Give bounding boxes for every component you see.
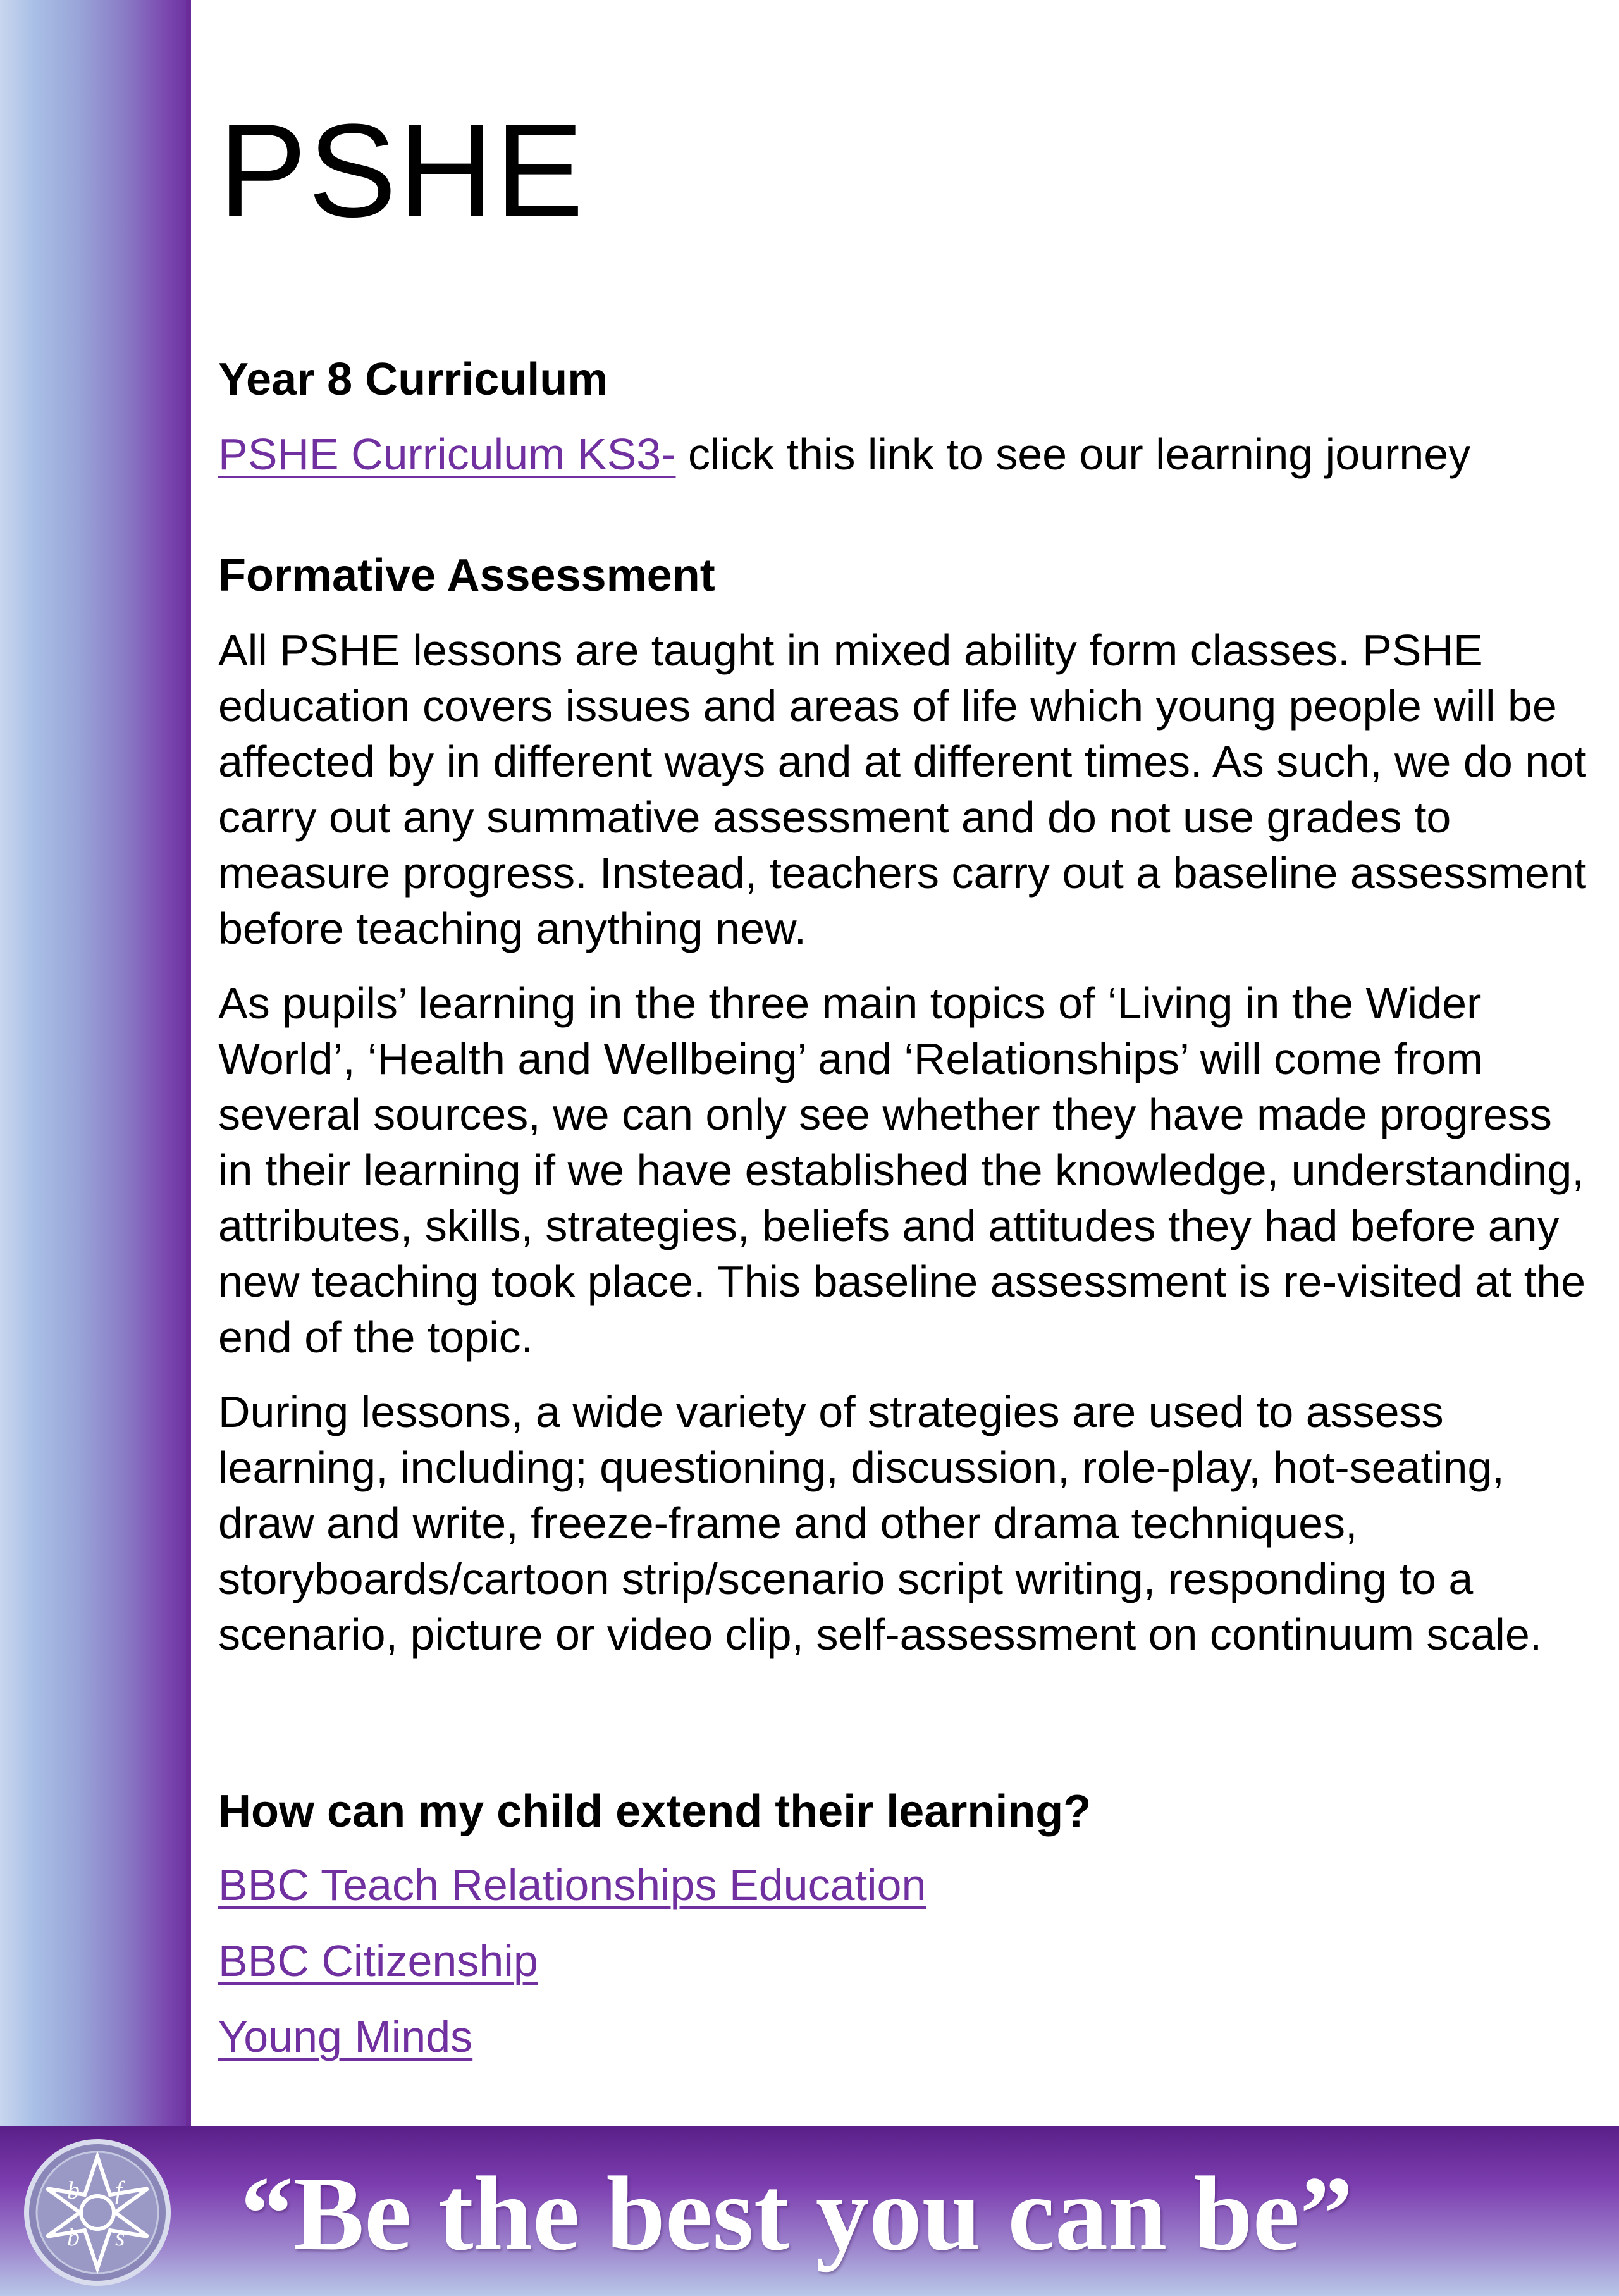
assessment-paragraph-1: All PSHE lessons are taught in mixed ability form classes. PSHE education covers issues and areas of life which young people will be affected by in different ways and at different times. As such, we do not carry out any summative assessment and do not use grades to measure progress. Instead, teachers carry out a baseline assessment before teaching anything new. <box>218 626 1587 953</box>
curriculum-link-line <box>218 426 1470 482</box>
pshe-curriculum-link[interactable]: PSHE Curriculum KS3- <box>218 429 676 479</box>
decorative-side-bar <box>0 0 191 2126</box>
logo-letter-top-right: f <box>115 2176 123 2204</box>
young-minds-link[interactable]: Young Minds <box>218 2012 473 2061</box>
page-title: PSHE <box>218 96 585 245</box>
bbc-citizenship-link[interactable]: BBC Citizenship <box>218 1936 538 1985</box>
school-logo-icon <box>23 2138 172 2287</box>
assessment-paragraph-2: As pupils’ learning in the three main topics of ‘Living in the Wider World’, ‘Health and Wellbeing’ and ‘Relationships’ will come from several sources, we can only see whether they have made progress in their learning if we have established the knowledge, understanding, attributes, skills, strategies, beliefs and attitudes they had before any new teaching took place. This baseline assessment is re-visited at the end of the topic. <box>218 978 1586 1362</box>
assessment-paragraph-3: During lessons, a wide variety of strategies are used to assess learning, including; questioning, discussion, role-play, hot-seating, draw and write, freeze-frame and other drama techniques, storyboards/cartoon strip/scenario script writing, responding to a scenario, picture or video clip, self-assessment on continuum scale. <box>218 1387 1542 1659</box>
extend-heading: How can my child extend their learning? <box>218 1786 1092 1837</box>
logo-letter-top-left: b <box>67 2176 80 2204</box>
extend-link-line-3 <box>218 2009 472 2065</box>
bbc-teach-relationships-link[interactable]: BBC Teach Relationships Education <box>218 1860 926 1910</box>
assessment-heading: Formative Assessment <box>218 550 715 601</box>
school-motto: “Be the best you can be” <box>240 2155 1353 2273</box>
curriculum-heading: Year 8 Curriculum <box>218 354 608 405</box>
logo-letter-bottom-left: b <box>67 2223 80 2251</box>
extend-link-line-2 <box>218 1933 538 1989</box>
extend-link-line-1 <box>218 1857 926 1913</box>
logo-letter-bottom-right: s <box>115 2223 125 2251</box>
curriculum-link-suffix: click this link to see our learning journey <box>675 429 1471 479</box>
side-bar-edge <box>186 0 191 2126</box>
